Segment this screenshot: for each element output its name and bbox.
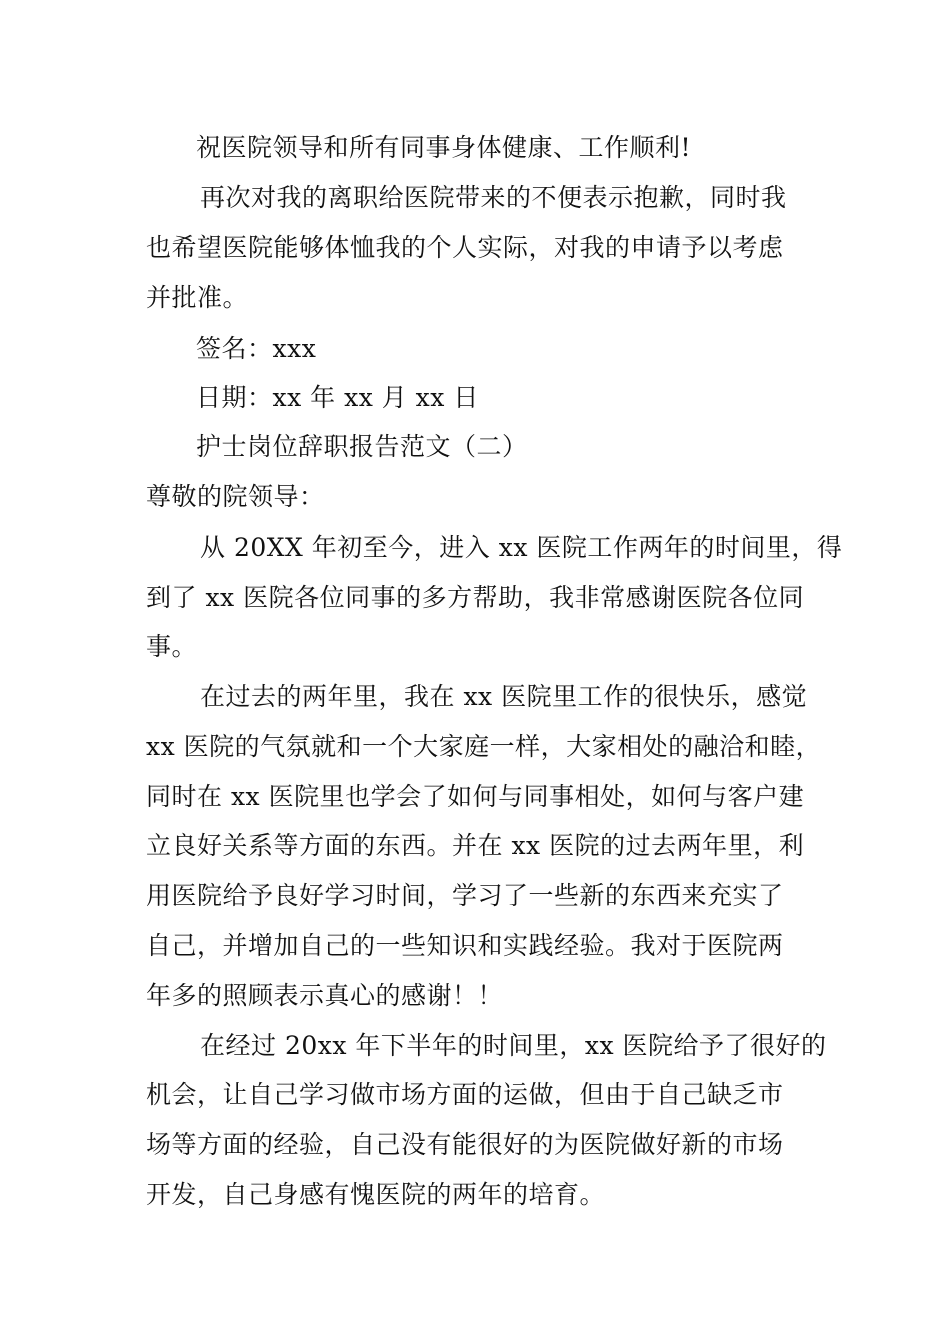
text-line: 机会，让自己学习做市场方面的运做，但由于自己缺乏市: [146, 1080, 784, 1109]
salutation: 尊敬的院领导：: [146, 482, 325, 511]
text-line: 立良好关系等方面的东西。并在 xx 医院的过去两年里，利: [146, 831, 805, 860]
text-line: 同时在 xx 医院里也学会了如何与同事相处，如何与客户建: [146, 782, 805, 811]
text-line: 也希望医院能够体恤我的个人实际，对我的申请予以考虑: [146, 233, 784, 262]
text-line: 在经过 20xx 年下半年的时间里，xx 医院给予了很好的: [200, 1031, 827, 1060]
section-title: 护士岗位辞职报告范文（二）: [196, 432, 528, 461]
text-line: 从 20XX 年初至今，进入 xx 医院工作两年的时间里，得: [200, 533, 843, 562]
text-line: 再次对我的离职给医院带来的不便表示抱歉，同时我: [200, 183, 787, 212]
text-line: 开发，自己身感有愧医院的两年的培育。: [146, 1180, 606, 1209]
text-line: 到了 xx 医院各位同事的多方帮助，我非常感谢医院各位同: [146, 583, 805, 612]
date-line: 日期：xx 年 xx 月 xx 日: [196, 383, 479, 412]
text-line: 在过去的两年里，我在 xx 医院里工作的很快乐，感觉: [200, 682, 808, 711]
text-line: xx 医院的气氛就和一个大家庭一样，大家相处的融洽和睦，: [146, 732, 822, 761]
text-line: 年多的照顾表示真心的感谢！！: [146, 981, 504, 1010]
text-line: 祝医院领导和所有同事身体健康、工作顺利!: [196, 133, 692, 162]
signature-line: 签名：xxx: [196, 334, 317, 363]
text-line: 场等方面的经验，自己没有能很好的为医院做好新的市场: [146, 1130, 784, 1159]
text-line: 事。: [146, 632, 198, 661]
text-line: 自己，并增加自己的一些知识和实践经验。我对于医院两: [146, 931, 784, 960]
text-line: 用医院给予良好学习时间，学习了一些新的东西来充实了: [146, 881, 784, 910]
text-line: 并批准。: [146, 283, 249, 312]
